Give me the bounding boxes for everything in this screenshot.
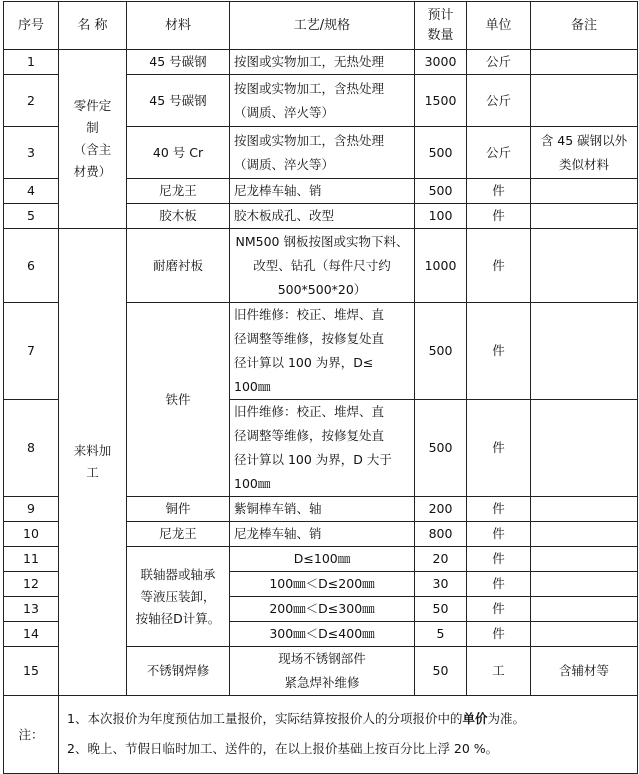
row-qty: 1000 <box>415 229 467 303</box>
row-remark <box>531 522 638 547</box>
header-row <box>4 2 638 50</box>
row-material: 40 号 Cr <box>127 127 230 179</box>
header-unit: 单位 <box>467 2 531 50</box>
row-no: 7 <box>4 303 59 400</box>
row-process: 紫铜棒车销、轴 <box>230 497 415 522</box>
notes-content <box>59 696 638 774</box>
row-unit: 件 <box>467 303 531 400</box>
row-material: 45 号碳钢 <box>127 75 230 127</box>
row-qty: 50 <box>415 647 467 696</box>
row-unit: 件 <box>467 572 531 597</box>
row-process: 旧件维修：校正、堆焊、直 径调整等维修，按修复处直 径计算以 100 为界，D 大于 100㎜ <box>230 400 415 497</box>
group-custom-parts: 零件定 制 （含主 材费） <box>59 50 127 229</box>
row-process: NM500 钢板按图或实物下料、 改型、钻孔（每件尺寸约 500*500*20） <box>230 229 415 303</box>
row-qty: 20 <box>415 547 467 572</box>
row-remark <box>531 497 638 522</box>
row-qty: 1500 <box>415 75 467 127</box>
row-process: 200㎜＜D≤300㎜ <box>230 597 415 622</box>
row-no: 12 <box>4 572 59 597</box>
row-remark <box>531 597 638 622</box>
row-no: 11 <box>4 547 59 572</box>
notes-label: 注： <box>4 696 59 774</box>
row-remark <box>531 572 638 597</box>
row-no: 13 <box>4 597 59 622</box>
row-remark <box>531 547 638 572</box>
row-unit: 件 <box>467 204 531 229</box>
row-remark <box>531 400 638 497</box>
row-unit: 件 <box>467 497 531 522</box>
row-process: 尼龙棒车轴、销 <box>230 522 415 547</box>
row-unit: 件 <box>467 522 531 547</box>
row-process: 旧件维修：校正、堆焊、直 径调整等维修，按修复处直 径计算以 100 为界，D≤ 100㎜ <box>230 303 415 400</box>
table-row <box>4 50 638 75</box>
row-no: 9 <box>4 497 59 522</box>
row-unit: 件 <box>467 179 531 204</box>
quote-table <box>3 1 638 774</box>
row-qty: 800 <box>415 522 467 547</box>
row-no: 2 <box>4 75 59 127</box>
note-line-2: 2、晚上、节假日临时加工、送件的，在以上报价基础上按百分比上浮 20 %。 <box>67 741 499 756</box>
header-material: 材料 <box>127 2 230 50</box>
group-customer-material: 来料加 工 <box>59 229 127 696</box>
row-unit: 公斤 <box>467 75 531 127</box>
row-remark <box>531 179 638 204</box>
note-1-text: 1、本次报价为年度预估加工量报价，实际结算按报价人的分项报价中的 <box>67 711 463 726</box>
row-unit: 件 <box>467 597 531 622</box>
group-coupling: 联轴器或轴承 等液压装卸， 按轴径D计算。 <box>127 547 230 647</box>
row-unit: 公斤 <box>467 50 531 75</box>
row-remark <box>531 622 638 647</box>
row-qty: 200 <box>415 497 467 522</box>
row-process: 按图或实物加工，含热处理 （调质、淬火等） <box>230 75 415 127</box>
row-process: 300㎜＜D≤400㎜ <box>230 622 415 647</box>
row-unit: 件 <box>467 547 531 572</box>
row-process: 尼龙棒车轴、销 <box>230 179 415 204</box>
row-no: 10 <box>4 522 59 547</box>
row-no: 3 <box>4 127 59 179</box>
row-qty: 500 <box>415 400 467 497</box>
row-no: 15 <box>4 647 59 696</box>
note-line-1 <box>67 704 631 734</box>
row-process: 按图或实物加工，无热处理 <box>230 50 415 75</box>
row-qty: 3000 <box>415 50 467 75</box>
row-qty: 100 <box>415 204 467 229</box>
group-iron-parts: 铁件 <box>127 303 230 497</box>
row-no: 1 <box>4 50 59 75</box>
row-remark <box>531 204 638 229</box>
row-process: 100㎜＜D≤200㎜ <box>230 572 415 597</box>
row-qty: 50 <box>415 597 467 622</box>
row-remark: 含辅材等 <box>531 647 638 696</box>
row-unit: 件 <box>467 229 531 303</box>
notes-row <box>4 696 638 774</box>
row-no: 5 <box>4 204 59 229</box>
header-remark: 备注 <box>531 2 638 50</box>
row-unit: 公斤 <box>467 127 531 179</box>
header-qty: 预计 数量 <box>415 2 467 50</box>
row-unit: 工 <box>467 647 531 696</box>
header-name: 名 称 <box>59 2 127 50</box>
row-qty: 5 <box>415 622 467 647</box>
row-material: 45 号碳钢 <box>127 50 230 75</box>
row-remark <box>531 50 638 75</box>
row-remark <box>531 229 638 303</box>
row-process: 现场不锈钢部件 紧急焊补维修 <box>230 647 415 696</box>
row-qty: 500 <box>415 303 467 400</box>
row-material: 不锈钢焊修 <box>127 647 230 696</box>
row-qty: 500 <box>415 127 467 179</box>
row-process: D≤100㎜ <box>230 547 415 572</box>
row-process: 胶木板成孔、改型 <box>230 204 415 229</box>
row-no: 14 <box>4 622 59 647</box>
note-1-bold: 单价 <box>462 711 488 726</box>
row-qty: 30 <box>415 572 467 597</box>
note-1-end: 为准。 <box>487 711 525 726</box>
row-material: 尼龙王 <box>127 522 230 547</box>
row-qty: 500 <box>415 179 467 204</box>
row-process: 按图或实物加工，含热处理 （调质、淬火等） <box>230 127 415 179</box>
row-remark <box>531 75 638 127</box>
row-no: 6 <box>4 229 59 303</box>
row-remark <box>531 303 638 400</box>
row-unit: 件 <box>467 622 531 647</box>
row-material: 耐磨衬板 <box>127 229 230 303</box>
row-unit: 件 <box>467 400 531 497</box>
row-material: 胶木板 <box>127 204 230 229</box>
row-material: 铜件 <box>127 497 230 522</box>
table-row <box>4 229 638 303</box>
row-no: 8 <box>4 400 59 497</box>
row-no: 4 <box>4 179 59 204</box>
row-material: 尼龙王 <box>127 179 230 204</box>
row-remark: 含 45 碳钢以外 类似材料 <box>531 127 638 179</box>
header-process: 工艺/规格 <box>230 2 415 50</box>
header-no: 序号 <box>4 2 59 50</box>
